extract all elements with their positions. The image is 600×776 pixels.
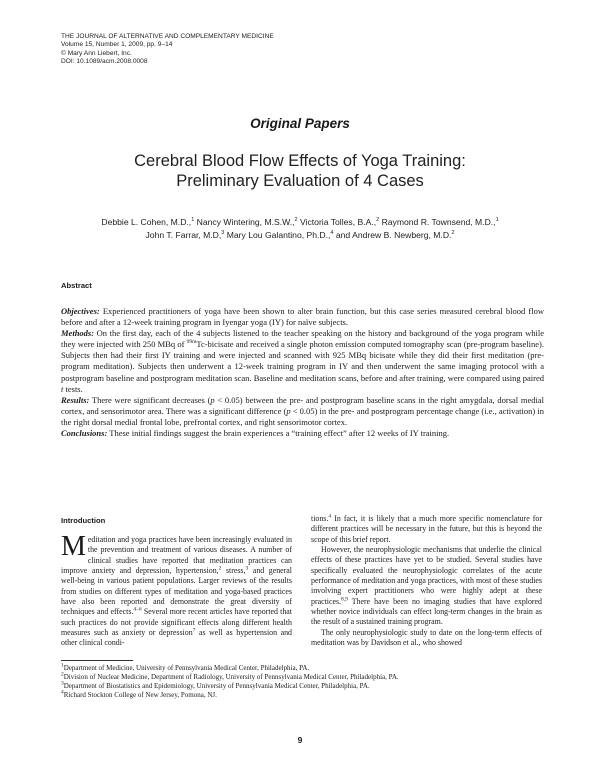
footnote-text: Department of Medicine, University of Pennsylvania Medical Center, Philadelphia, PA. xyxy=(63,664,310,672)
footnote-marker: 3 xyxy=(61,680,64,687)
footnote-text: Department of Biostatistics and Epidemiology, University of Pennsylvania Medical Center, Philadelphia, PA. xyxy=(63,681,370,690)
title-line-1: Cerebral Blood Flow Effects of Yoga Training: xyxy=(134,152,466,170)
author-3: Victoria Tolles, B.A., xyxy=(300,217,377,227)
intro-paragraph-2 xyxy=(311,545,542,628)
author-5: John T. Farrar, M.D, xyxy=(145,230,222,240)
intro-text-a: editation and yoga practices have been increasingly evaluated in the prevention and treatment of various diseases. A number of clinical studies have reported that meditation practices can improve anxiety and depression, hypertension, xyxy=(61,535,292,576)
author-list xyxy=(60,216,540,242)
copyright-line: © Mary Ann Liebert, Inc. xyxy=(61,49,132,57)
abstract-methods xyxy=(61,328,544,395)
abstract-body xyxy=(61,306,544,439)
affiliation-footnotes xyxy=(61,664,541,700)
introduction-heading: Introduction xyxy=(61,516,106,525)
intro-right-text-b: In fact, it is likely that a much more specific nomenclature for different practices will be necessary in the future, but this is beyond the scope of this brief report. xyxy=(311,514,542,544)
intro-text-b: stress, xyxy=(225,566,246,576)
author-2-affiliation: 2 xyxy=(294,217,298,224)
methods-t: t xyxy=(61,383,64,394)
footnote-text: Division of Nuclear Medicine, Department of Radiology, University of Pennsylvania Medical Center, Philadelphia, PA. xyxy=(63,672,399,681)
author-6-affiliation: 4 xyxy=(330,230,334,237)
abstract-results xyxy=(61,395,544,428)
intro-paragraph-3: The only neurophysiologic study to date on the long-term effects of meditation was by Davidson et al., who showed xyxy=(311,627,542,648)
drop-cap: M xyxy=(61,531,86,562)
citation-sup: 4–6 xyxy=(133,606,142,613)
author-3-affiliation: 2 xyxy=(376,217,380,224)
abstract-conclusions xyxy=(61,428,544,439)
intro-right-text-c: However, the neurophysiologic mechanisms that underlie the clinical effects of these practices have yet to be studied. Several studies have specifically evaluated the neurophysiologic correlates of the acute performance of meditation and yoga practices, with most of these studies involving expert practitioners who were highly adept at these practices. xyxy=(311,545,542,606)
footnote-4 xyxy=(61,691,541,700)
intro-right-column xyxy=(311,514,542,648)
intro-paragraph-continued xyxy=(311,514,542,545)
citation-sup: 7 xyxy=(192,627,196,634)
section-heading: Original Papers xyxy=(250,116,350,131)
footnote-divider xyxy=(61,660,133,661)
doi-line: DOI: 10.1089/acm.2008.0008 xyxy=(61,58,148,66)
methods-text-b: Tc-bicisate and received a single photon emission computed tomography scan (pre-program baseline). Subjects then had their first IY training and were injected and scanned with 925 MBq bicisate while they did their first meditation (pre-program meditation). Subjects then underwent a 12-week training program in IY and then underwent the same imaging protocol with a postprogram baseline and postprogram meditation scan. Baseline and meditation scans, before and after training, were compared using paired xyxy=(61,339,544,383)
author-2: Nancy Wintering, M.S.W., xyxy=(196,217,295,227)
intro-text-c: and general well-being in various patient populations. Larger reviews of the results from studies on different types of meditation and yoga-based practices have also been reported and demonstrate the great diversity of techniques and effects. xyxy=(61,566,292,617)
footnote-3 xyxy=(61,682,541,691)
intro-text-e: as well as hypertension and other clinical condi- xyxy=(61,628,292,648)
results-p-1: p xyxy=(210,394,215,405)
isotope-superscript: 99m xyxy=(186,339,197,346)
journal-name: THE JOURNAL OF ALTERNATIVE AND COMPLEMENTARY MEDICINE xyxy=(61,33,274,40)
results-p-2: p xyxy=(286,405,291,416)
footnote-marker: 4 xyxy=(61,689,64,696)
footnote-2 xyxy=(61,673,541,682)
intro-right-text-d: There have been no imaging studies that have explored whether novice individuals can effect long-term changes in the brain as the result of a sustained training program. xyxy=(311,596,542,627)
results-text-b: < 0.05) between the pre- and postprogram baseline scans in the right amygdala, dorsal medial cortex, and sensorimotor area. There was a significant difference ( xyxy=(61,394,545,416)
methods-text-c: tests. xyxy=(65,383,83,394)
footnote-marker: 2 xyxy=(61,671,64,678)
author-7: and Andrew B. Newberg, M.D. xyxy=(335,230,452,240)
author-6: Mary Lou Galantino, Ph.D., xyxy=(226,230,331,240)
footnote-1 xyxy=(61,664,541,673)
intro-text-d: Several more recent articles have reported that such practices do not provide significant effects along different health measures such as anxiety or depression xyxy=(61,607,293,638)
results-text-a: There were significant decreases ( xyxy=(91,394,211,405)
author-4: Raymond R. Townsend, M.D., xyxy=(381,217,496,227)
footnote-text: Richard Stockton College of New Jersey, Pomona, NJ. xyxy=(63,690,217,699)
objectives-label: Objectives: xyxy=(61,306,100,316)
author-5-affiliation: 3 xyxy=(221,230,225,237)
intro-right-text-a: tions. xyxy=(311,514,329,523)
footnote-marker: 1 xyxy=(61,662,64,669)
page-number: 9 xyxy=(297,735,303,745)
results-text-c: < 0.05) in the pre- and postprogram percentage change (i.e., activation) in the right dorsal medial frontal lobe, prefrontal cortex, and right sensorimotor cortex. xyxy=(61,405,544,427)
conclusions-text: These initial findings suggest the brain experiences a “training effect” after 12 weeks of IY training. xyxy=(109,428,450,439)
journal-masthead xyxy=(61,33,361,67)
volume-info: Volume 15, Number 1, 2009, pp. 9–14 xyxy=(61,41,173,49)
intro-paragraph-1 xyxy=(61,531,293,649)
citation-sup: 4 xyxy=(328,513,332,520)
citation-sup: 8,9 xyxy=(341,596,348,603)
author-4-affiliation: 1 xyxy=(495,217,499,224)
conclusions-label: Conclusions: xyxy=(61,428,108,439)
methods-text-a: On the first day, each of the 4 subjects listened to the teacher speaking on the history and background of the yoga program while they were injected with 250 MBq of xyxy=(61,328,544,350)
title-line-2: Preliminary Evaluation of 4 Cases xyxy=(176,171,424,190)
abstract-objectives xyxy=(61,306,544,328)
article-title xyxy=(80,152,520,191)
methods-label: Methods: xyxy=(61,328,95,339)
objectives-text: Experienced practitioners of yoga have been shown to alter brain function, but this case series measured cerebral blood flow before and after a 12-week training program in Iyengar yoga (IY) for naïve subjects. xyxy=(61,306,544,328)
citation-sup: 3 xyxy=(245,565,249,572)
results-label: Results: xyxy=(61,394,90,405)
author-1-affiliation: 1 xyxy=(191,217,195,224)
citation-sup: 2 xyxy=(218,565,222,572)
author-7-affiliation: 2 xyxy=(451,230,455,237)
intro-left-column xyxy=(61,531,293,649)
abstract-heading: Abstract xyxy=(61,281,92,290)
author-1: Debbie L. Cohen, M.D., xyxy=(101,217,192,227)
